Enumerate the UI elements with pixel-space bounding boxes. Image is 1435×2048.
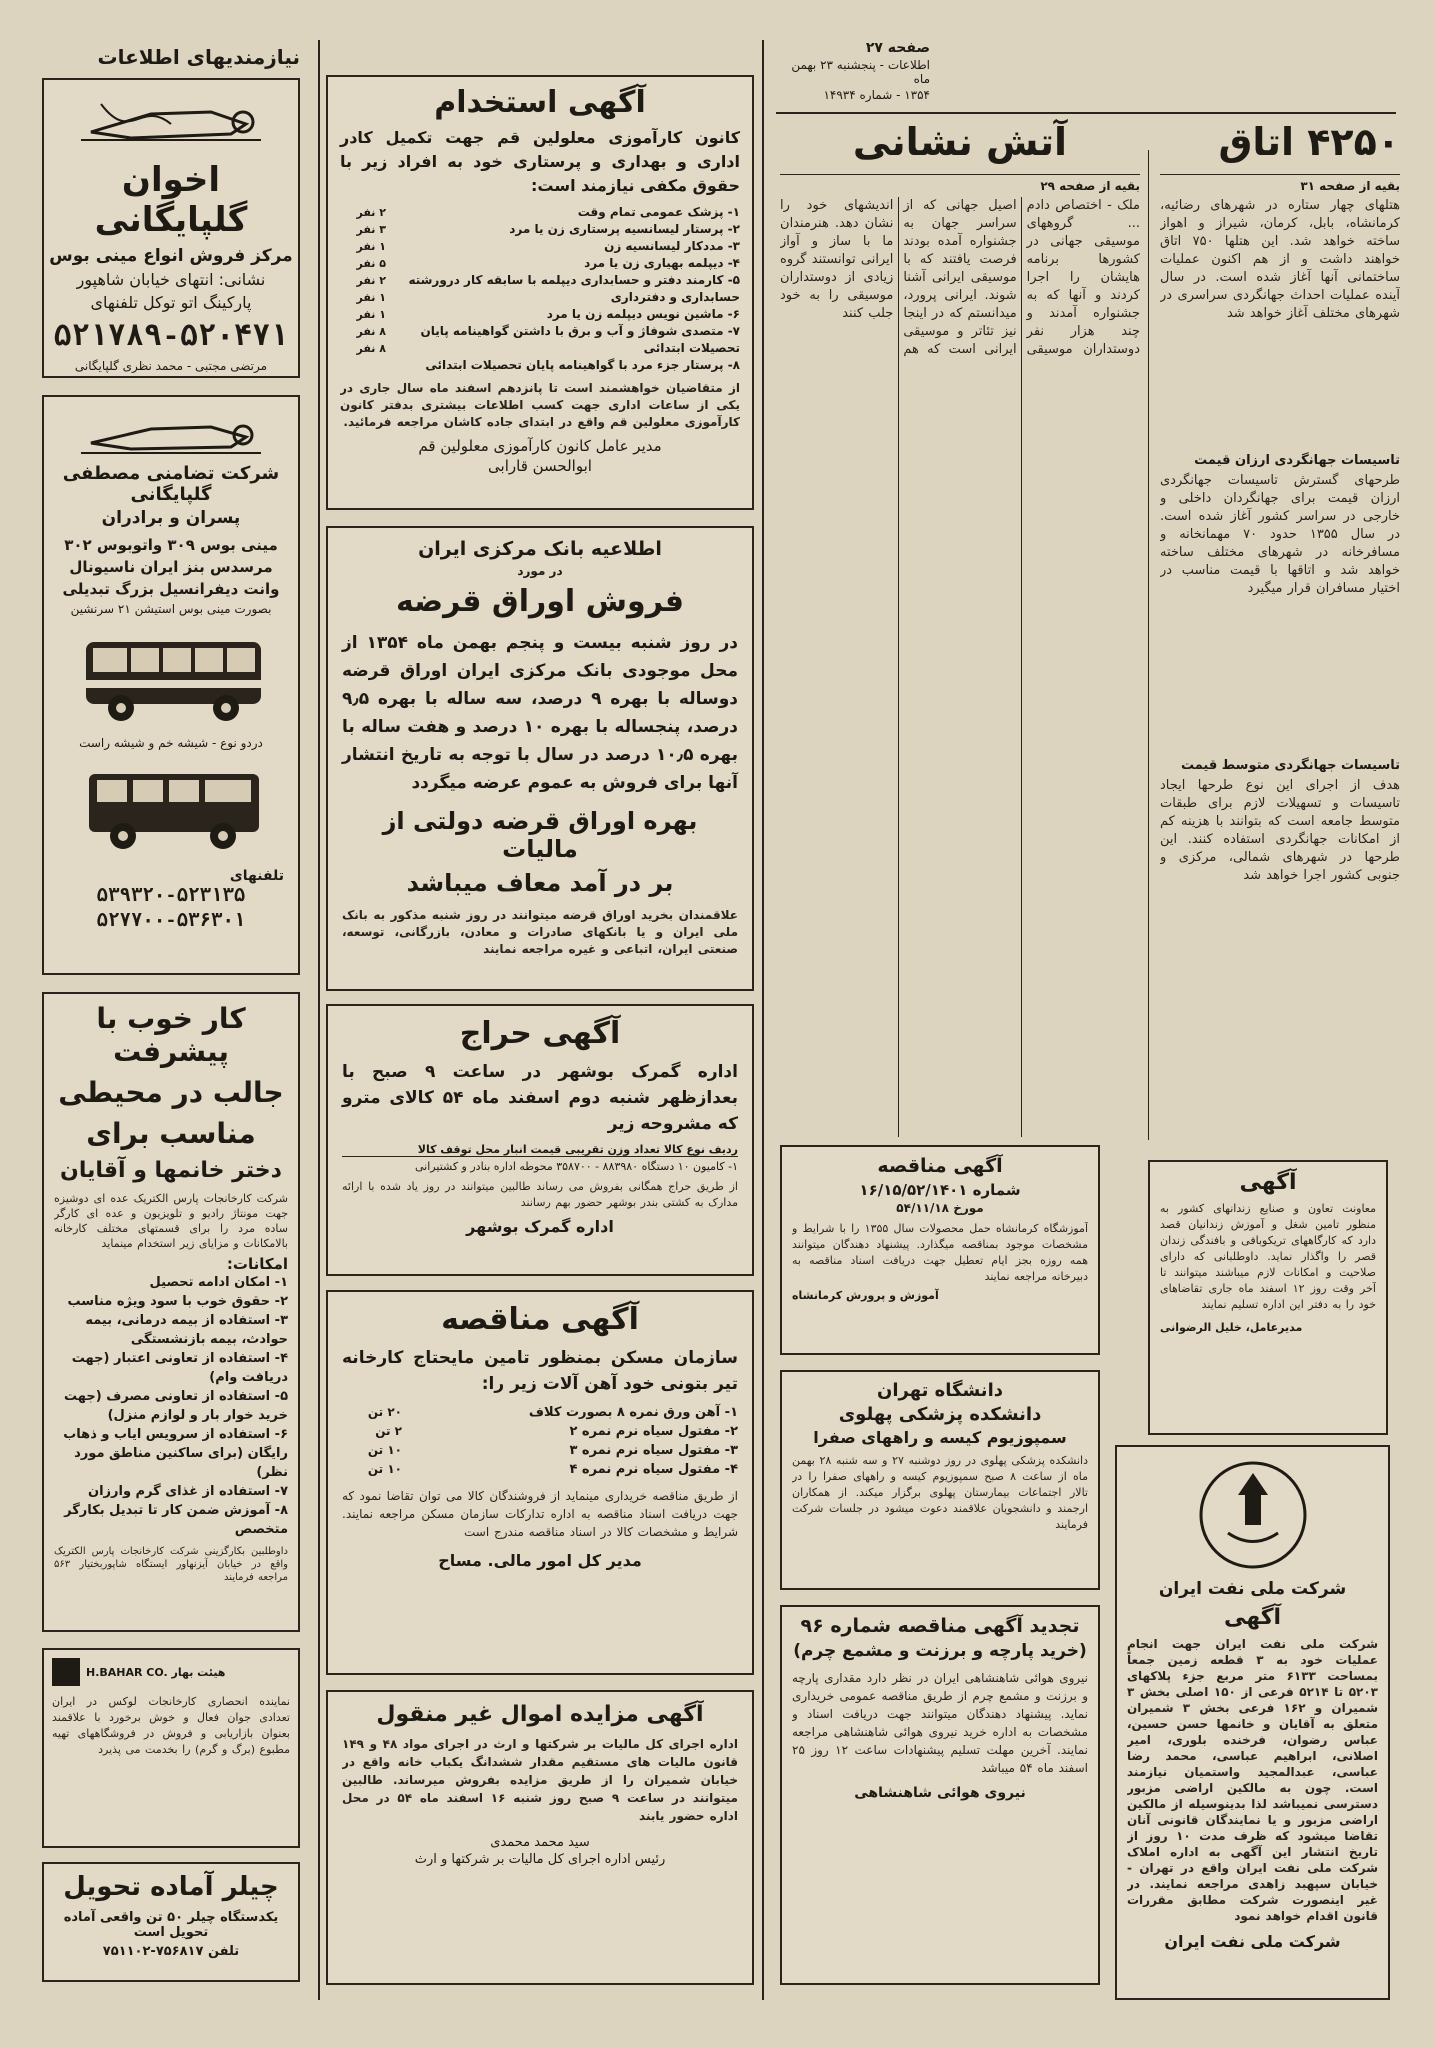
- list-item: ۱- امکان ادامه تحصیل: [149, 1275, 288, 1290]
- tajdid-body: نیروی هوائی شاهنشاهی ایران در نظر دارد مقداری پارچه و برزنت و مشمع چرم از طریق مناقصه عمومی خریداری نماید. پیشنهاد دهندگان میتوانند جهت دریافت اسناد و مشخصات به اداره خرید نیروی هوائی شاهنشاهی مراجعه نمایند. آخرین مهلت تسلیم پیشنهادات ساعت ۱۲ روز ۲۵ اسفند ماه ۵۴ میباشد: [792, 1671, 1088, 1775]
- otagh-body-2: طرحهای گسترش تاسیسات جهانگردی ارزان قیمت برای جهانگردان داخلی و خارجی در سراسر کشور آغاز شده است. در سال ۱۳۵۵ حدود ۷۰ مهمانخانه و مسافرخانه در شهرهای مختلف ساخته خواهد شد و اتاقها با قیمت مناسب در اختیار مسافران قرار میگیرد: [1160, 473, 1400, 596]
- jobs-title-4: دختر خانمها و آقایان: [60, 1158, 282, 1183]
- list-item: ۳- مددکار لیسانسیه زن: [604, 239, 740, 253]
- list-item: ۶- استفاده از سرویس ایاب و ذهاب رایگان (برای ساکنین مناطق مورد نظر): [63, 1427, 288, 1480]
- haraj-sign: اداره گمرک بوشهر: [466, 1217, 614, 1236]
- hbahar-text: نماینده انحصاری کارخانجات لوکس در ایران تعدادی جوان فعال و خوش برخورد با علاقمند بعنوان بازاریابی و فروش در فروشگاههای تهیه مطبوع (برگ و گرم) را بخدمت می پذیرد: [52, 1695, 290, 1756]
- left-column-header: نیازمندیهای اطلاعات: [97, 45, 300, 69]
- golpaygani-line2: نشانی: انتهای خیابان شاهپور: [76, 270, 266, 289]
- list-item: ۱- پزشک عمومی تمام وقت: [577, 205, 740, 219]
- kermanshah-sign: آموزش و پرورش کرمانشاه: [792, 1289, 939, 1302]
- bank-footer: علاقمندان بخرید اوراق قرضه میتوانند در روز شنبه مذکور به بانک ملی ایران و یا بانکهای صادرات و معادن، بازرگانی، توسعه، صنعتی ایران، اتباعی و غیره مراجعه نمایند: [342, 908, 738, 956]
- nioc-ad-body: شرکت ملی نفت ایران جهت انجام عملیات خود به ۳ قطعه زمین جمعاً بمساحت ۶۱۳۳ متر مربع جزء پلاکهای ۵۲۰۳ تا ۵۲۱۴ فرعی از ۱۵۰ اصلی بخش ۳ شمیران و ۱۶۲ فرعی بخش ۳ شمیران متعلق به آقایان و خانمها حسن حسین، عباس رضوان، فرخنده بلوری، امیر اصلانی، ابراهیم عباسی، محمد رضا عباسی، عبدالمجید واستمیان نیازمند است. چون به مالکین اراضی مزبور دسترسی نمیباشد لذا بدینوسیله از مالکین اراضی مزبور و یا نمایندگان قانونی آنان تقاضا میشود که ظرف مدت ۱۰ روز از تاریخ انتشار این آگهی به اداره املاک شرکت ملی نفت ایران واقع در تهران - خیابان سپهبد زاهدی مراجعه نمایند. در غیر اینصورت شرکت مطابق مقررات قانون اقدام خواهد نمود: [1127, 1637, 1378, 1923]
- list-item: ۳- مفتول سیاه نرم نمره ۳: [569, 1443, 738, 1458]
- estekhdam-intro: کانون کارآموزی معلولین قم جهت تکمیل کادر اداری و بهداری و پرستاری خود به افراد زیر با حقوق مکفی نیازمند است:: [340, 128, 740, 195]
- air-force-tender-ad: [780, 1605, 1100, 1985]
- estekhdam-counts: [340, 204, 386, 374]
- list-item: ۵ نفر: [356, 257, 386, 270]
- otagh-title: ۴۲۵۰ اتاق: [1218, 120, 1400, 164]
- list-item: ۱۰ تن: [367, 1462, 402, 1476]
- univ-line-2: دانشکده پزشکی پهلوی: [838, 1404, 1042, 1425]
- golpaygani-line3: پارکینگ اتو توکل تلفنهای: [90, 293, 252, 312]
- haraj-ad: [326, 1004, 754, 1276]
- nioc-logo-text: شرکت ملی نفت ایران: [1158, 1579, 1347, 1599]
- company-line4: بصورت مینی بوس استیشن ۲۱ سرنشین: [70, 602, 272, 616]
- univ-line-3: سمپوزیوم کیسه و راههای صفرا: [813, 1428, 1067, 1447]
- estekhdam-list: [394, 204, 740, 374]
- otagh-sub-1: تاسیسات جهانگردی ارزان قیمت: [1194, 453, 1400, 468]
- hbahar-ad: [42, 1648, 300, 1848]
- monaqese-amounts: [342, 1403, 402, 1479]
- tajdid-sub: (خرید پارچه و برزنت و مشمع چرم): [793, 1641, 1087, 1661]
- monaqese-list: [410, 1403, 738, 1479]
- monaqese-sign: مدیر کل امور مالی. مساح: [438, 1551, 642, 1570]
- otagh-sub-2: تاسیسات جهانگردی متوسط قیمت: [1180, 758, 1400, 773]
- nioc-ad-sign: شرکت ملی نفت ایران: [1164, 1932, 1341, 1951]
- list-item: ۵- کارمند دفتر و حسابداری دیپلمه با سابقه کار درورشته حسابداری و دفترداری: [408, 273, 740, 304]
- atash-body: ملک - اختصاص دادم ... گروههای موسیقی جهانی در کشورها برنامه هایشان را اجرا کردند و آنها که به جشنواره آمدند و چند هزار نفر دوستداران موسیقی اصیل جهانی که از سراسر جهان به جشنواره آمده بودند فرصت یافتند که با موسیقی ایرانی آشنا شوند. ایرانی پرورد، میدانستم که در اینجا نیز تئاتر و موسیقی ایرانی است که هم اندیشهای خود را نشان دهد. هنرمندان ما با ساز و آواز ایرانی توانستند گروه زیادی از دوستداران موسیقی را به خود جلب کنند: [780, 198, 1140, 357]
- jobs-ad: [42, 992, 300, 1632]
- kermanshah-body: آموزشگاه کرمانشاه حمل محصولات سال ۱۳۵۵ را با شرایط و مشخصات موجود بمناقصه میگذارد. پیشنهاد دهندگان میتوانند همه روزه بجز ایام تعطیل جهت دریافت اسناد مناقصه به دبیرخانه مراجعه نمایند: [792, 1222, 1088, 1283]
- list-item: ۱ نفر: [356, 240, 386, 253]
- list-item: ۲- پرستار لیسانسیه پرستاری زن یا مرد: [509, 222, 740, 236]
- list-item: ۲ تن: [375, 1424, 402, 1438]
- otagh-cont: بقیه از صفحه ۳۱: [1300, 179, 1400, 193]
- mozayede-title: آگهی مزایده اموال غیر منقول: [376, 1702, 704, 1727]
- atash-article: [780, 120, 1140, 1140]
- otagh-body: هتلهای چهار ستاره در شهرهای رضائیه، کرمانشاه، بابل، کرمان، شیراز و اهواز ساخته خواهد شد. این هتلها ۷۵۰ اتاق خواهند داشت و از هم اکنون عملیات ساختمانی آنها آغاز شده است. در سال آینده عملیات احداث جهانگردی سراسری در شهرهای مختلف آغاز خواهد شد: [1160, 198, 1400, 321]
- estekhdam-sign-2: ابوالحسن قارابی: [488, 457, 592, 475]
- list-item: ۴- دیپلمه بهیاری زن یا مرد: [584, 256, 740, 270]
- tajdid-sign: نیروی هوائی شاهنشاهی: [854, 1785, 1026, 1801]
- company-line3: وانت دیفرانسیل بزرگ تبدیلی: [62, 580, 280, 598]
- prison-ad-sign: مدیرعامل، خلیل الرضوانی: [1160, 1321, 1303, 1334]
- column-divider: [1148, 150, 1149, 1140]
- list-item: ۶- ماشین نویس دیپلمه زن یا مرد: [546, 307, 740, 321]
- otagh-body-3: هدف از اجرای این نوع طرحها ایجاد تاسیسات و تسهیلات لازم برای طبقات متوسط جامعه است که بتوانند با هزینه کم از امکانات جهانگردی استفاده کنند. این طرحها در شهرهای شمالی، مرکزی و جنوبی کشور اجرا خواهد شد: [1160, 778, 1400, 883]
- list-item: ۳- استفاده از بیمه درمانی، بیمه حوادث، بیمه بازنشستگی: [85, 1313, 288, 1347]
- golpaygani-ad: [42, 78, 300, 378]
- masthead-rule: [776, 112, 1396, 114]
- jobs-facilities-list: [54, 1273, 288, 1539]
- list-item: ۱ نفر: [356, 308, 386, 321]
- golpaygani-partners: مرتضی مجتبی - محمد نظری گلپایگانی: [74, 359, 268, 373]
- nioc-logo-icon: [1193, 1455, 1313, 1575]
- mozayede-body: اداره اجرای کل مالیات بر شرکتها و ارث در اجرای مواد ۴۸ و ۱۴۹ قانون مالیات های مستقیم مقدار ششدانگ یکباب خانه واقع در خیابان شمیران را از طریق مزایده بفروش میرساند. طالبین میتوانند در ساعت ۹ صبح روز شنبه ۱۶ اسفند ماه ۵۴ در محل اداره حضور یابند: [342, 1737, 738, 1823]
- company-line1: مینی بوس ۳۰۹ واتوبوس ۳۰۲: [64, 536, 278, 554]
- estekhdam-ad: [326, 75, 754, 510]
- prison-workshop-ad: [1148, 1160, 1388, 1435]
- estekhdam-closing: از متقاضیان خواهشمند است تا پانزدهم اسفند ماه سال جاری در یکی از ساعات اداری جهت کسب اطلاعات بیشتری بدفتر کانون کارآموزی معلولین قم واقع در ابتدای جاده کاشان مراجعه فرمائید.: [340, 381, 740, 429]
- bank-header: اطلاعیه بانک مرکزی ایران: [418, 538, 662, 560]
- list-item: ۲ نفر: [356, 206, 386, 219]
- otagh-article: [1160, 120, 1400, 1140]
- golpaygani-name: اخوان گلپایگانی: [94, 160, 248, 240]
- mozayede-ad: [326, 1690, 754, 1985]
- bank-tax-1: بهره اوراق قرضه دولتی از مالیات: [382, 807, 698, 863]
- list-item: ۸- پرستار جزء مرد با گواهینامه پایان تحصیلات ابتدائی: [425, 358, 740, 372]
- bank-sub: در مورد: [517, 564, 563, 578]
- list-item: ۴- استفاده از تعاونی اعتبار (جهت دریافت وام): [71, 1351, 288, 1385]
- monaqese-text: از طریق مناقصه خریداری مینماید از فروشندگان کالا می توان تقاضا نمود که جهت دریافت اسناد مناقصه به اداره تدارکات سازمان مسکن مراجعه نمایند. شرایط و مشخصات کالا در اسناد مناقصه مندرج است: [342, 1489, 738, 1539]
- list-item: ۴- مفتول سیاه نرم نمره ۴: [569, 1462, 738, 1477]
- estekhdam-sign-1: مدیر عامل کانون کارآموزی معلولین قم: [418, 437, 662, 455]
- chiller-phones: تلفن ۷۵۶۸۱۷-۷۵۱۱۰۲: [102, 1944, 240, 1959]
- list-item: ۸ نفر: [356, 325, 386, 338]
- list-item: ۱- آهن ورق نمره ۸ بصورت کلاف: [528, 1405, 738, 1420]
- kermanshah-numbers: شماره ۱۶/۱۵/۵۲/۱۴۰۱: [859, 1181, 1021, 1199]
- jobs-title-3: مناسب برای: [86, 1117, 256, 1150]
- masthead-issue: ۱۳۵۴ - شماره ۱۴۹۳۴: [823, 88, 930, 102]
- jobs-title-1: کار خوب با پیشرفت: [96, 1002, 246, 1068]
- haraj-table-head: ردیف نوع کالا تعداد وزن تقریبی قیمت انبار محل توقف کالا: [342, 1143, 738, 1157]
- haraj-title: آگهی حراج: [459, 1016, 621, 1051]
- column-divider: [762, 40, 764, 2000]
- chiller-text: یکدستگاه چیلر ۵۰ تن واقعی آماده تحویل است: [63, 1910, 279, 1940]
- list-item: ۲۰ تن: [367, 1405, 402, 1419]
- company-name: شرکت تضامنی مصطفی گلپایگانی: [62, 463, 280, 505]
- minibus-photo-icon: [71, 624, 271, 734]
- list-item: ۸ نفر: [356, 342, 386, 355]
- haraj-body: اداره گمرک بوشهر در ساعت ۹ صبح با بعدازظهر شنبه دوم اسفند ماه ۵۴ کالای مترو که مشروحه زیر: [342, 1062, 738, 1134]
- company-line2: مرسدس بنز ایران ناسیونال: [69, 558, 273, 576]
- hbahar-brand: H.BAHAR CO. هیئت بهار: [86, 1665, 226, 1679]
- chiller-title: چیلر آماده تحویل: [63, 1872, 279, 1902]
- estekhdam-title: آگهی استخدام: [434, 85, 646, 120]
- masthead: [780, 40, 930, 110]
- kermanshah-date: مورخ ۵۴/۱۱/۱۸: [896, 1201, 984, 1215]
- tehran-university-ad: [780, 1370, 1100, 1590]
- jobs-facilities-label: امکانات:: [226, 1255, 288, 1273]
- atash-cont: بقیه از صفحه ۲۹: [1040, 179, 1140, 193]
- monaqese-title: آگهی مناقصه: [441, 1302, 639, 1337]
- mozayede-sign-1: سید محمد محمدی: [490, 1835, 590, 1850]
- monaqese-body: سازمان مسکن بمنظور تامین مایحتاج کارخانه تیر بتونی خود آهن آلات زیر را:: [342, 1348, 738, 1394]
- van-photo-icon: [71, 754, 271, 864]
- company-logo-icon: [71, 403, 271, 463]
- company-phones-2: ۵۲۷۷۰۰-۵۳۶۳۰۱: [96, 910, 246, 932]
- company-subname: پسران و برادران: [101, 508, 241, 528]
- list-item: ۱ نفر: [356, 291, 386, 304]
- haraj-table-row: ۱- کامیون ۱۰ دستگاه ۸۸۳۹۸۰ - ۳۵۸۷۰۰ محوطه اداره بنادر و کشتیرانی: [415, 1160, 738, 1173]
- univ-line-1: دانشگاه تهران: [877, 1380, 1003, 1401]
- company-line5: دردو نوع - شیشه خم و شیشه راست: [79, 736, 263, 750]
- jobs-intro: شرکت کارخانجات پارس الکتریک عده ای دوشیزه جهت مونتاژ رادیو و تلویزیون و عده ای کارگر ساده مرد را برای قسمتهای مختلف کارخانه بالامکانات و مزایای زیر استخدام مینماید: [54, 1192, 288, 1250]
- list-item: ۱۰ تن: [367, 1443, 402, 1457]
- list-item: ۳ نفر: [356, 223, 386, 236]
- masthead-date: اطلاعات - پنجشنبه ۲۳ بهمن ماه: [791, 58, 930, 86]
- column-divider: [318, 40, 320, 2000]
- golpaygani-company-ad: [42, 395, 300, 975]
- list-item: ۲- مفتول سیاه نرم نمره ۲: [569, 1424, 738, 1439]
- list-item: ۵- استفاده از تعاونی مصرف (جهت خرید خوار بار و لوازم منزل): [64, 1389, 288, 1423]
- kermanshah-title: آگهی مناقصه: [877, 1155, 1003, 1177]
- univ-body: دانشکده پزشکی پهلوی در روز دوشنبه ۲۷ و سه شنبه ۲۸ بهمن ماه از ساعت ۸ صبح سمپوزیوم کیسه و راههای صفرا را در تالار اجتماعات بیمارستان پهلوی برگزار میکند. از همکاران ارجمند و دانشجویان علاقمند دعوت میشود در جلسات شرکت فرمایند: [792, 1454, 1088, 1531]
- jobs-title-2: جالب در محیطی: [58, 1076, 284, 1109]
- haraj-note: از طریق حراج همگانی بفروش می رساند طالبین میتوانند در روز یاد شده با ارائه مدارک به کشتی بندر بوشهر حضور بهم رسانند: [342, 1180, 738, 1209]
- nioc-ad: [1115, 1445, 1390, 2000]
- prison-ad-body: معاونت تعاون و صنایع زندانهای کشور به منظور تامین شغل و آموزش زندانیان قصد دارد که کارگاههای تریکوبافی و بافندگی زندان قصر را واگذار نماید. داوطلبانی که دارای صلاحیت و امکانات لازم میباشند میتوانند تا آخر وقت روز ۱۲ اسفند ماه جاری تقاضاهای خود را به دفتر این اداره تسلیم نمایند: [1160, 1202, 1376, 1311]
- list-item: ۲- حقوق خوب با سود ویژه مناسب: [67, 1294, 288, 1309]
- prison-ad-title: آگهی: [1239, 1170, 1297, 1195]
- kermanshah-tender-ad: [780, 1145, 1100, 1355]
- list-item: ۸- آموزش ضمن کار تا تبدیل بکارگر متخصص: [64, 1503, 288, 1537]
- minibus-logo-icon: [71, 84, 271, 154]
- company-phones-label: تلفنهای: [229, 868, 284, 884]
- list-item: ۷- استفاده از غذای گرم وارزان: [87, 1484, 288, 1499]
- company-phones-1: ۵۳۹۳۲۰-۵۲۳۱۳۵: [96, 885, 246, 907]
- tajdid-title: تجدید آگهی مناقصه شماره ۹۶: [800, 1615, 1080, 1637]
- atash-title: آتش نشانی: [852, 120, 1068, 164]
- jobs-footer: داوطلبین بکارگزینی شرکت کارخانجات پارس الکتریک واقع در خیابان آیزنهاور ایستگاه شاپوربختیار ۵۶۳ مراجعه فرمایند: [54, 1546, 288, 1583]
- bank-tax-2: بر در آمد معاف میباشد: [406, 869, 674, 897]
- golpaygani-phones: ۵۲۱۷۸۹-۵۲۰۴۷۱: [53, 321, 289, 355]
- bank-body: در روز شنبه بیست و پنجم بهمن ماه ۱۳۵۴ از محل موجودی بانک مرکزی ایران اوراق قرضه دوساله با بهره ۹ درصد، سه ساله با بهره ۹٫۵ درصد، پنجساله با بهره ۱۰ درصد و هفت ساله با بهره ۱۰٫۵ درصد در سال با توجه به تاریخ انتشار آنها برای فروش به عموم عرضه میگردد: [342, 633, 739, 793]
- hbahar-logo-icon: [52, 1658, 80, 1686]
- masthead-page: صفحه ۲۷: [865, 40, 930, 56]
- bank-title: فروش اوراق قرضه: [395, 584, 685, 619]
- nioc-ad-title: آگهی: [1223, 1605, 1282, 1630]
- list-item: ۲ نفر: [356, 274, 386, 287]
- chiller-ad: [42, 1862, 300, 1982]
- monaqese-ad: [326, 1290, 754, 1675]
- list-item: ۷- متصدی شوفاژ و آب و برق با داشتن گواهینامه پایان تحصیلات ابتدائی: [420, 324, 740, 355]
- mozayede-sign-2: رئیس اداره اجرای کل مالیات بر شرکتها و ارث: [414, 1852, 666, 1867]
- central-bank-ad: [326, 526, 754, 991]
- golpaygani-line1: مرکز فروش انواع مینی بوس: [49, 246, 293, 266]
